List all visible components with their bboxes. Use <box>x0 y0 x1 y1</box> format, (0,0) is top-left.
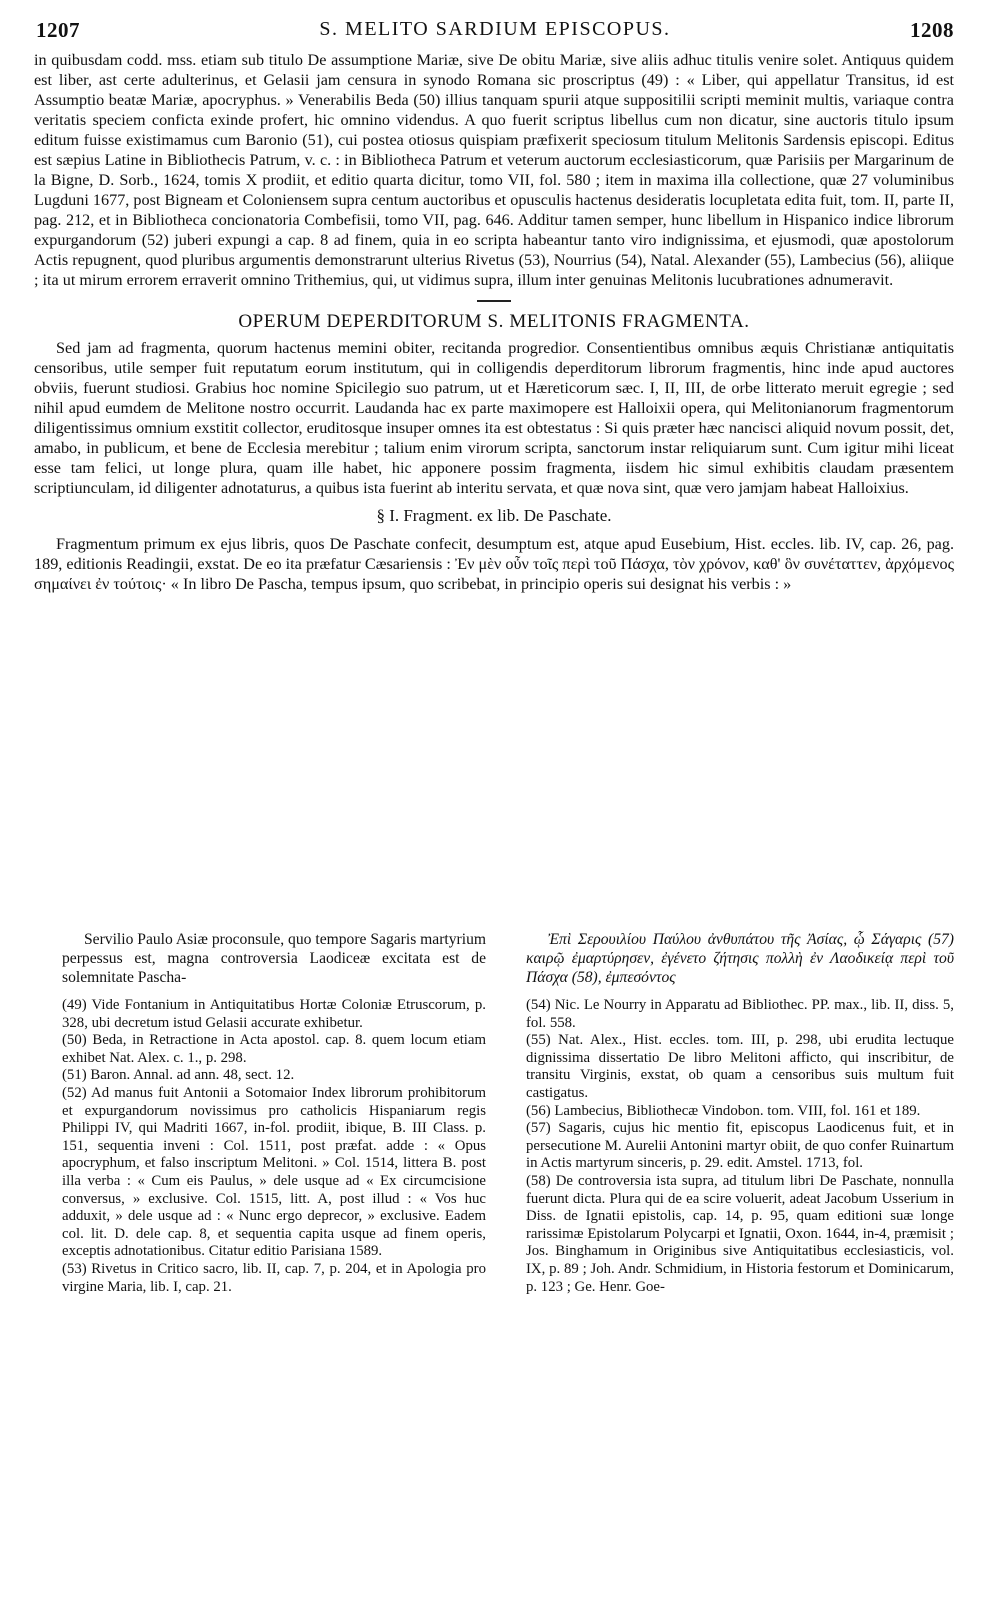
section-divider <box>477 300 511 302</box>
footnote-51: (51) Baron. Annal. ad ann. 48, sect. 12. <box>62 1067 295 1084</box>
footnote-56: (56) Lambecius, Bibliothecæ Vindobon. tom. VIII, fol. 161 et 189. <box>526 1102 921 1119</box>
footnote-54: (54) Nic. Le Nourry in Apparatu ad Bibliothec. PP. max., lib. II, diss. 5, fol. 558. <box>526 997 954 1031</box>
intro-paragraph: in quibusdam codd. mss. etiam sub titulo De assumptione Mariæ, sive De obitu Mariæ, sive aliis adhuc titulis venire solet. Antiquus quidem est liber, ast certe adulterinus, et Gelasii jam censura in synodo Romana sic proscriptus (49) : « Liber, qui appellatur Transitus, id est Assumptio beatæ Mariæ, apocryphus. » Venerabilis Beda (50) illius tanquam spurii atque suppositilii scripti meminit multis, variaque contra veritatis speciem conficta exinde profert, hic omnino videndus. A quo fuerit scriptus libellus cum non dicatur, sine auctoris titulo ipsum editum fuisse existimamus cum Baronio (51), cui postea otiosus quispiam præfixerit speciosum titulum Melitonis Sardensis episcopi. Editus est sæpius Latine in Bibliothecis Patrum, v. c. : in Bibliotheca Patrum et veterum auctorum ecclesiasticorum, quæ Parisiis per Margarinum de la Bigne, D. Sorb., 1624, tomis X prodiit, et editio quarta dicitur, tomo VII, fol. 580 ; item in maxima illa collectione, quæ 27 voluminibus Lugduni 1677, post Bigneam et Coloniensem supra centum auctoribus et opusculis hactenus desideratis locupletata edita fuit, tom. II, parte II, pag. 212, et in Bibliotheca concionatoria Combefisii, tomo VII, pag. 646. Additur tamen semper, hunc libellum in Hispanico indice librorum expurgandorum (52) juberi expungi a cap. 8 ad finem, quia in eo scripta habeantur tanto viro indignissima, et ejusmodi, quæ apostolorum Actis repugnent, quod pluribus argumentis demonstrarunt ulterius Rivetus (53), Nourrius (54), Natal. Alexander (55), Lambecius (56), aliique ; ita ut mirum errorem erraverit omnino Trithemius, qui, ut vidimus supra, illum inter genuinas Melitonis lucubrationes adnumeravit. <box>34 51 954 289</box>
running-title: S. MELITO SARDIUM EPISCOPUS. <box>319 18 671 40</box>
left-column <box>62 930 486 1296</box>
subsection-paragraph: Fragmentum primum ex ejus libris, quos De Paschate confecit, desumptum est, atque apud Eusebium, Hist. eccles. lib. IV, cap. 26, pag. 189, editionis Readingii, exstat. De eo ita præfatur Cæsariensis : Ἐν μὲν οὖν τοῖς περὶ τοῦ Πάσχα, τὸν χρόνον, καθ' ὃν συνέταττεν, ἀρχόμενος σημαίνει ἐν τούτοις· « In libro De Pascha, tempus ipsum, quo scribebat, in principio operis sui designat his verbis : » <box>34 535 954 593</box>
page-number-left: 1207 <box>36 18 80 42</box>
footnote-55: (55) Nat. Alex., Hist. eccles. tom. III, p. 298, ubi erudita lectuque dignissima dissertatio De libro Melitoni afficto, qui inscribitur, de transitu Virginis, exstat, ob quam a censoribus suis multum fuit castigatus. <box>526 1032 954 1101</box>
footnote-57: (57) Sagaris, cujus hic mentio fit, episcopus Laodicenus fuit, et in persecutione M. Aurelii Antonini martyr obiit, de quo confer Ruinartum in Actis martyrum sinceris, p. 29. edit. Amstel. 1713, fol. <box>526 1120 954 1172</box>
page-number-right: 1208 <box>910 18 954 42</box>
main-text <box>34 50 954 594</box>
section-title: OPERUM DEPERDITORUM S. MELITONIS FRAGMENTA. <box>238 311 750 332</box>
footnote-50: (50) Beda, in Retractione in Acta apostol. cap. 8. quem locum etiam exhibet Nat. Alex. c. 1., p. 298. <box>62 1032 486 1066</box>
footnote-49: (49) Vide Fontanium in Antiquitatibus Hortæ Coloniæ Etruscorum, p. 328, ubi decretum istud Gelasii accurate exhibetur. <box>62 997 486 1031</box>
right-column <box>526 930 954 1296</box>
section-paragraph: Sed jam ad fragmenta, quorum hactenus memini obiter, recitanda progredior. Consentientibus omnibus æquis Christianæ antiquitatis censoribus, utile semper fuit reputatum eorum institutum, qui in colligendis deperditorum librorum fragmentis, hinc inde apud auctores obviis, fuerunt studiosi. Grabius hoc nomine Spicilegio suo patrum, ut et Hæreticorum sæc. I, II, III, de orbe litterato meruit egregie ; sed nihil apud eumdem de Melitone nostro occurrit. Laudanda hac ex parte maximopere est Halloixii opera, qui Melitonianorum fragmentorum diligentissimus omnium exstitit collector, eruditosque insuper omnes ita est obtestatus : Si quis præter hæc nancisci aliquid novum possit, det, amabo, in publicum, et bene de Ecclesia merebitur ; talium enim virorum scripta, sanctorum instar reliquiarum sunt. Cum igitur mihi liceat esse tam felici, ut longe plura, quam ille habet, hic apponere possim fragmenta, iisdem hic simul exhibitis claudam præsentem scriptiunculam, id diligenter adnotaturus, a quibus ista fuerint ab interitu servata, et quæ nova sint, quæ vero jamjam habeat Halloixius. <box>34 339 954 497</box>
footnote-52: (52) Ad manus fuit Antonii a Sotomaior Index librorum prohibitorum et expurgandorum novissimus pro catholicis Hispaniarum regis Philippi IV, qui Madriti 1667, in-fol. prodiit, ibique, B. III Class. p. 151, sequentia inveni : Col. 1511, post præfat. adde : « Opus apocryphum, et falso inscriptum Melitoni. » Col. 1514, littera B. post illa verba : « Cum eis Paulus, » dele usque ad « Ex circumcisione conversus, » exclusive. Col. 1515, litt. A, post illud : « Vos huc adduxit, » dele usque ad : « Nunc ergo deprecor, » exclusive. Eadem col. lit. D. dele cap. 8, et sequentia capita usque ad finem operis, exceptis adnotationibus. Citatur editio Parisiana 1589. <box>62 1084 486 1260</box>
latin-quote: Servilio Paulo Asiæ proconsule, quo tempore Sagaris martyrium perpessus est, magna controversia Laodiceæ excitata est de solemnitate Pascha- <box>62 931 486 986</box>
page-header <box>36 18 954 44</box>
footnote-58: (58) De controversia ista supra, ad titulum libri De Paschate, nonnulla fuerunt dicta. Plura qui de ea scire voluerit, adeat Jacobum Usserium in Diss. de Ignatii epistolis, cap. 14, p. 95, quam editioni suæ longe rarissimæ Epistolarum Polycarpi et Ignatii, Oxon. 1644, in-4, præmisit ; Jos. Binghamum in Originibus sive Antiquitatibus ecclesiasticis, vol. IX, p. 89 ; Joh. Andr. Schmidium, in Historia festorum et Dominicarum, p. 123 ; Ge. Henr. Goe- <box>526 1172 954 1295</box>
footnote-53: (53) Rivetus in Critico sacro, lib. II, cap. 7, p. 204, et in Apologia pro virgine Maria, lib. I, cap. 21. <box>62 1260 486 1295</box>
greek-quote: Ἐπὶ Σερουιλίου Παύλου ἀνθυπάτου τῆς Ἀσίας, ᾧ Σάγαρις (57) καιρῷ ἐμαρτύρησεν, ἐγένετο ζήτησις πολλὴ ἐν Λαοδικείᾳ περὶ τοῦ Πάσχα (58), ἐμπεσόντος <box>526 931 954 986</box>
subsection-title: § I. Fragment. ex lib. De Paschate. <box>376 506 612 525</box>
